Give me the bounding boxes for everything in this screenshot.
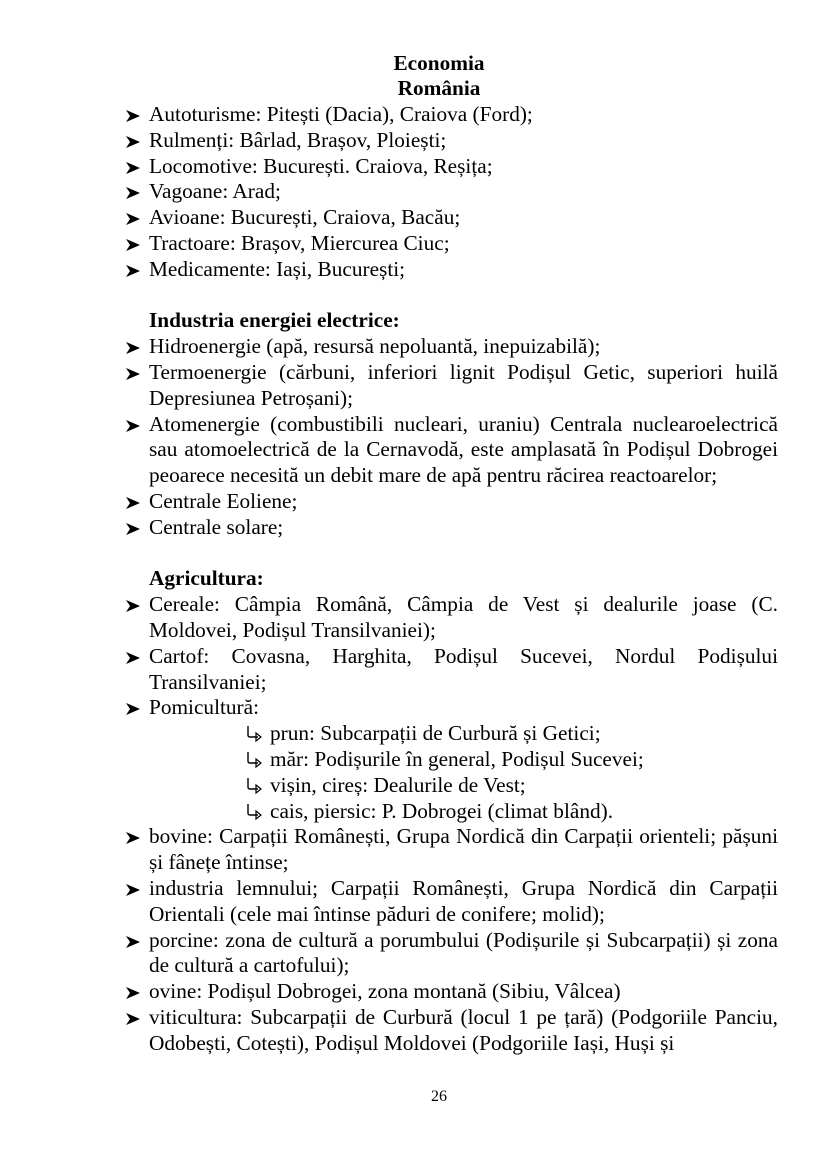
list-item-text: Hidroenergie (apă, resursă nepoluantă, inepuizabilă); (149, 334, 601, 359)
list-item (125, 334, 778, 360)
list-item (125, 154, 778, 180)
arrowhead-bullet-icon (125, 419, 141, 433)
arrowhead-bullet-icon (125, 367, 141, 381)
list-item-text: industria lemnului; Carpații Românești, Grupa Nordică din Carpații Orientali (cele mai întinse păduri de conifere; molid); (149, 875, 778, 926)
arrowhead-bullet-icon (125, 212, 141, 226)
turn-arrow-icon (245, 777, 263, 795)
arrowhead-bullet-icon (125, 341, 141, 355)
list-item-text: viticultura: Subcarpații de Curbură (locul 1 pe țară) (Podgoriile Panciu, Odobești, Cotești), Podișul Moldovei (Podgoriile Iași, Huși și (149, 1004, 778, 1055)
list-item-text: Autoturisme: Pitești (Dacia), Craiova (Ford); (149, 102, 533, 126)
arrowhead-bullet-icon (125, 935, 141, 949)
list-item (125, 205, 778, 231)
list-item-text: bovine: Carpații Românești, Grupa Nordică din Carpații orienteli; pășuni și fânețe întinse; (149, 824, 778, 875)
arrowhead-bullet-icon (125, 161, 141, 175)
list-item (125, 102, 778, 128)
sub-list-item (125, 747, 778, 773)
list-item (125, 979, 778, 1005)
section-spacer (125, 283, 778, 309)
arrowhead-bullet-icon (125, 238, 141, 252)
turn-arrow-icon (245, 751, 263, 769)
section-heading-energy: Industria energiei electrice: (149, 308, 400, 333)
list-item-text: Medicamente: Iași, București; (149, 256, 406, 281)
sub-list-item-text: vișin, cireș: Dealurile de Vest; (270, 772, 526, 797)
list-item (125, 412, 778, 489)
arrowhead-bullet-icon (125, 522, 141, 536)
list-item-text: Atomenergie (combustibili nucleari, uraniu) Centrala nuclearoelectrică sau atomoelectrică de la Cernavodă, este amplasată în Podișul Dobrogei peoarece necesită un debit mare de apă pentru răcirea reactoarelor; (149, 411, 778, 488)
list-item-text: Cereale: Câmpia Română, Câmpia de Vest și dealurile joase (C. Moldovei, Podișul Transilvaniei); (149, 592, 778, 642)
list-item (125, 928, 778, 980)
page-number: 26 (431, 1088, 447, 1105)
list-item-text: Centrale Eoliene; (149, 488, 298, 513)
list-item (125, 489, 778, 515)
list-item (125, 644, 778, 696)
list-item-text: Vagoane: Arad; (149, 179, 281, 204)
sub-list-item-text: prun: Subcarpații de Curbură și Getici; (270, 721, 601, 746)
turn-arrow-icon (245, 803, 263, 821)
list-item-text: Locomotive: București. Craiova, Reșița; (149, 153, 493, 178)
sub-list-item (125, 773, 778, 799)
arrowhead-bullet-icon (125, 186, 141, 200)
list-item-text: Tractoare: Brașov, Miercurea Ciuc; (149, 230, 450, 255)
arrowhead-bullet-icon (125, 702, 141, 716)
list-item (125, 876, 778, 928)
list-item (125, 360, 778, 412)
section-spacer (125, 541, 778, 567)
arrowhead-bullet-icon (125, 135, 141, 149)
list-item-text: Avioane: București, Craiova, Bacău; (149, 205, 461, 230)
list-item (125, 231, 778, 257)
list-item (125, 515, 778, 541)
arrowhead-bullet-icon (125, 1012, 141, 1026)
arrowhead-bullet-icon (125, 599, 141, 613)
list-item (125, 257, 778, 283)
arrowhead-bullet-icon (125, 496, 141, 510)
arrowhead-bullet-icon (125, 109, 141, 123)
sub-list-item (125, 721, 778, 747)
list-item-text: ovine: Podișul Dobrogei, zona montană (Sibiu, Vâlcea) (149, 979, 621, 1004)
list-item-text: porcine: zona de cultură a porumbului (Podișurile și Subcarpații) și zona de cultură a cartofului); (149, 927, 778, 978)
arrowhead-bullet-icon (125, 264, 141, 278)
page-title: Economia (393, 51, 485, 75)
list-item (125, 1005, 778, 1057)
content-list (125, 102, 778, 1056)
arrowhead-bullet-icon (125, 831, 141, 845)
turn-arrow-icon (245, 725, 263, 743)
list-item-text: Centrale solare; (149, 514, 284, 539)
list-item (125, 592, 778, 644)
arrowhead-bullet-icon (125, 986, 141, 1000)
list-item-text: Rulmenți: Bârlad, Brașov, Ploiești; (149, 127, 447, 152)
list-item-text: Termoenergie (cărbuni, inferiori lignit Podișul Getic, superiori huilă Depresiunea Petroșani); (149, 359, 778, 410)
list-item (125, 179, 778, 205)
list-item-text: Cartof: Covasna, Harghita, Podișul Sucevei, Nordul Podișului Transilvaniei; (149, 643, 778, 694)
sub-list-item-text: cais, piersic: P. Dobrogei (climat blând). (270, 798, 614, 823)
arrowhead-bullet-icon (125, 883, 141, 897)
page-subtitle: România (397, 76, 481, 100)
sub-list-item-text: măr: Podișurile în general, Podișul Sucevei; (270, 746, 644, 771)
arrowhead-bullet-icon (125, 651, 141, 665)
list-item (125, 824, 778, 876)
sub-list-item (125, 799, 778, 825)
list-item (125, 128, 778, 154)
list-item-text: Pomicultură: (149, 695, 260, 720)
list-item (125, 695, 778, 721)
section-heading-agriculture: Agricultura: (149, 566, 264, 591)
